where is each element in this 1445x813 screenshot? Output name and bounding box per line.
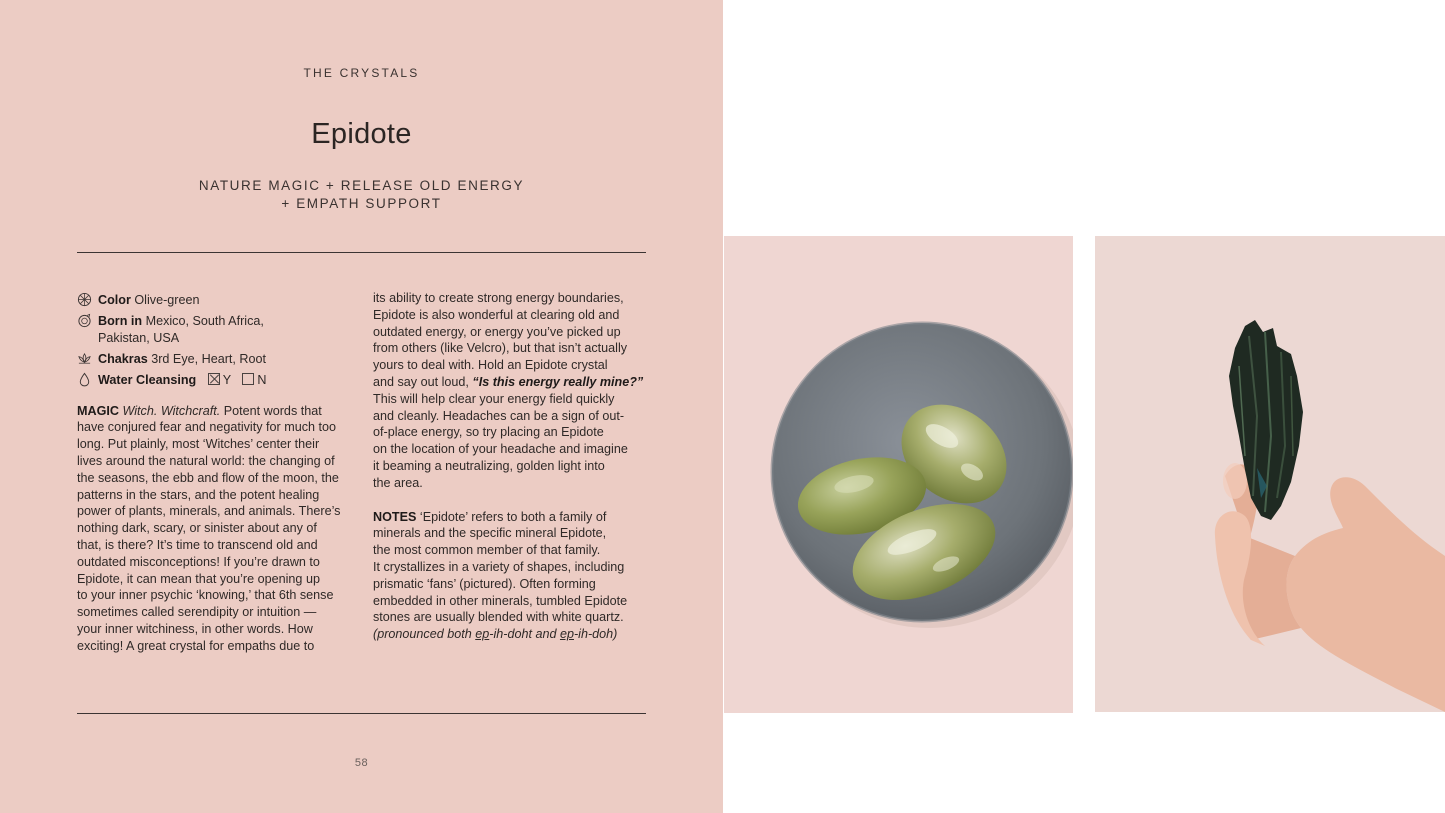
subtitle-line-1: NATURE MAGIC + RELEASE OLD ENERGY <box>198 178 525 193</box>
subtitle <box>0 177 723 213</box>
water-drop-icon <box>77 372 94 389</box>
body-line: its ability to create strong energy boundaries, <box>373 291 624 305</box>
page-title: Epidote <box>311 118 412 150</box>
water-no-checkbox <box>242 373 254 385</box>
color-value: Olive-green <box>134 293 200 307</box>
pronunciation <box>373 626 655 643</box>
stones-illustration <box>724 236 1073 713</box>
section-label: THE CRYSTALS <box>303 66 420 80</box>
notes-line: embedded in other minerals, tumbled Epidote <box>373 593 628 608</box>
body-line: from others (like Velcro), but that isn’t actually <box>373 341 628 356</box>
notes-paragraph <box>373 509 655 643</box>
notes-line: It crystallizes in a variety of shapes, including <box>373 559 625 574</box>
notes-line: minerals and the specific mineral Epidote, <box>373 526 607 541</box>
quote-prefix: and say out loud, <box>373 374 473 389</box>
color-wheel-icon <box>77 292 94 309</box>
magic-line: long. Put plainly, most ‘Witches’ center their <box>77 437 320 452</box>
pron-open: (pronounced both <box>373 627 476 642</box>
body-line: it beaming a neutralizing, golden light into <box>373 458 605 473</box>
magic-line: your inner witchiness, in other words. How <box>77 621 313 636</box>
notes-label: NOTES <box>373 509 417 524</box>
subtitle-line-2: + EMPATH SUPPORT <box>281 196 442 211</box>
magic-line: sometimes called serendipity or intuition — <box>77 605 317 620</box>
pron-mid: -ih-doht and <box>489 627 560 642</box>
property-water-cleansing <box>77 372 359 389</box>
water-yes-checkbox <box>208 373 220 385</box>
stones-photo <box>724 236 1073 713</box>
chakras-value: 3rd Eye, Heart, Root <box>151 351 267 366</box>
left-column <box>77 292 359 655</box>
born-value-line-2: Pakistan, USA <box>98 330 180 345</box>
notes-line-1-rest: ‘Epidote’ refers to both a family of <box>416 509 607 524</box>
pron-ep-2: ep <box>559 627 574 642</box>
magic-line: that, is there? It’s time to transcend old and <box>77 537 318 552</box>
magic-line-1-rest: Potent words that <box>220 403 322 418</box>
notes-line: the most common member of that family. <box>373 543 601 558</box>
page-number: 58 <box>354 757 369 769</box>
property-chakras <box>77 351 359 368</box>
color-label: Color <box>98 293 131 307</box>
magic-line: exciting! A great crystal for empaths due to <box>77 638 315 653</box>
pron-end: -ih-doh) <box>573 627 618 642</box>
body-line: Epidote is also wonderful at clearing old and <box>373 307 620 322</box>
magic-line: nothing dark, scary, or sinister about any of <box>77 521 317 536</box>
water-no-label: N <box>257 372 267 387</box>
body-line: on the location of your headache and imagine <box>373 442 628 457</box>
right-column <box>373 290 655 643</box>
magic-line: patterns in the stars, and the potent healing <box>77 487 320 502</box>
magic-line: have conjured fear and negativity for much too <box>77 420 337 435</box>
property-born-in <box>77 313 359 347</box>
body-line: of-place energy, so try placing an Epidote <box>373 425 604 440</box>
notes-line: stones are usually blended with white quartz. <box>373 610 624 625</box>
born-value-line-1: Mexico, South Africa, <box>145 314 264 328</box>
water-cleansing-label: Water Cleansing <box>98 372 197 387</box>
magic-line: the seasons, the ebb and flow of the moon, the <box>77 470 339 485</box>
magic-line: power of plants, minerals, and animals. There’s <box>77 504 341 519</box>
body-line: This will help clear your energy field quickly <box>373 391 615 406</box>
body-line: outdated energy, or energy you’ve picked up <box>373 324 621 339</box>
top-divider <box>77 252 646 253</box>
body-line: yours to deal with. Hold an Epidote crystal <box>373 358 608 373</box>
globe-icon <box>77 313 94 330</box>
magic-paragraph <box>77 403 359 655</box>
lotus-icon <box>77 351 94 368</box>
chakras-label: Chakras <box>98 351 148 366</box>
born-label: Born in <box>98 314 143 328</box>
hand <box>1215 463 1445 712</box>
energy-quote: “Is this energy really mine?” <box>472 374 644 389</box>
magic-line: to your inner psychic ‘knowing,’ that 6th sense <box>77 588 334 603</box>
pron-ep-1: ep <box>475 627 490 642</box>
body-line: and cleanly. Headaches can be a sign of out- <box>373 408 625 423</box>
notes-line: prismatic ‘fans’ (pictured). Often forming <box>373 576 596 591</box>
magic-lead: Witch. Witchcraft. <box>122 403 221 418</box>
cluster-photo <box>1095 236 1445 712</box>
continued-paragraph <box>373 290 655 492</box>
property-color <box>77 292 359 309</box>
magic-label: MAGIC <box>77 403 119 418</box>
body-line: the area. <box>373 475 423 490</box>
magic-line: Epidote, it can mean that you’re opening up <box>77 571 320 586</box>
water-yes-label: Y <box>222 372 231 387</box>
cluster-illustration <box>1095 236 1445 712</box>
magic-line: outdated misconceptions! If you’re drawn to <box>77 554 320 569</box>
bottom-divider <box>77 713 646 714</box>
magic-line: lives around the natural world: the changing of <box>77 453 335 468</box>
